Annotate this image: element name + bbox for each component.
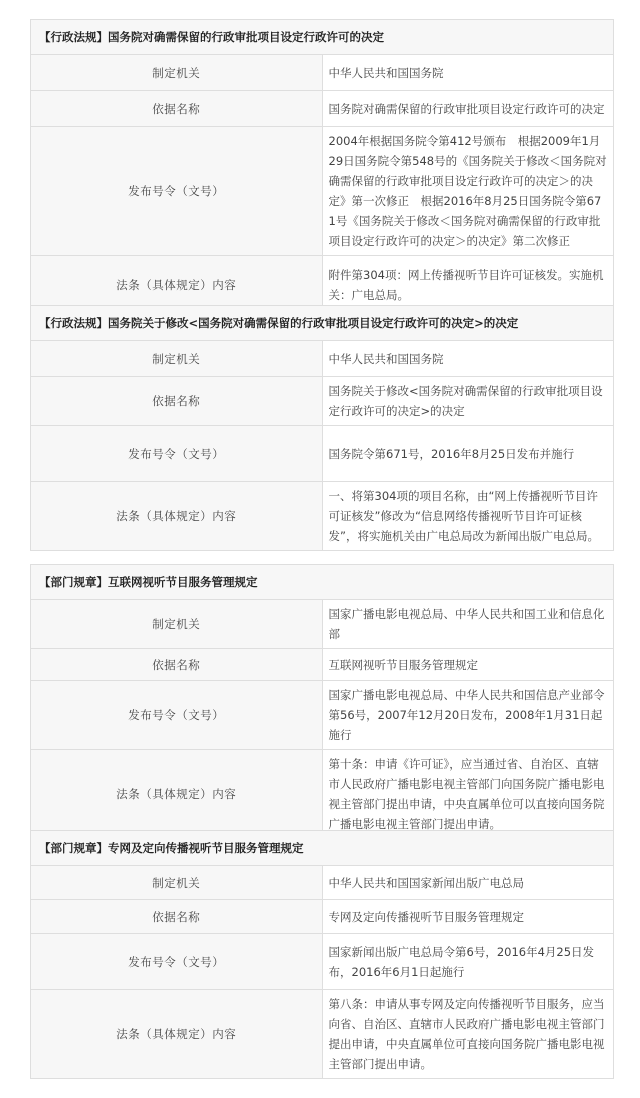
- record-title: 【部门规章】专网及定向传播视听节目服务管理规定: [31, 831, 614, 866]
- law-record-3: [30, 564, 614, 839]
- field-value: 中华人民共和国国务院: [322, 341, 614, 377]
- law-record-2: [30, 305, 614, 551]
- field-value: 中华人民共和国国家新闻出版广电总局: [322, 866, 614, 900]
- field-label: 发布号令（文号）: [31, 681, 323, 750]
- record-title-row: [31, 306, 614, 341]
- field-label: 依据名称: [31, 649, 323, 681]
- field-label: 制定机关: [31, 55, 323, 91]
- table-row: [31, 990, 614, 1079]
- table-row: [31, 649, 614, 681]
- field-label: 依据名称: [31, 900, 323, 934]
- table-row: [31, 750, 614, 839]
- field-value: 中华人民共和国国务院: [322, 55, 614, 91]
- field-label: 制定机关: [31, 600, 323, 649]
- field-value: 国务院关于修改<国务院对确需保留的行政审批项目设定行政许可的决定>的决定: [322, 377, 614, 426]
- field-label: 发布号令（文号）: [31, 934, 323, 990]
- field-value: 一、将第304项的项目名称，由“网上传播视听节目许可证核发”修改为“信息网络传播视听节目许可证核发”，将实施机关由广电总局改为新闻出版广电总局。: [322, 482, 614, 551]
- record-title-row: [31, 831, 614, 866]
- table-row: [31, 681, 614, 750]
- field-label: 发布号令（文号）: [31, 127, 323, 256]
- table-row: [31, 91, 614, 127]
- table-row: [31, 127, 614, 256]
- field-value: 国家新闻出版广电总局令第6号，2016年4月25日发布，2016年6月1日起施行: [322, 934, 614, 990]
- field-value: 互联网视听节目服务管理规定: [322, 649, 614, 681]
- record-title-row: [31, 20, 614, 55]
- field-value: 国家广播电影电视总局、中华人民共和国工业和信息化部: [322, 600, 614, 649]
- field-label: 制定机关: [31, 341, 323, 377]
- field-label: 依据名称: [31, 377, 323, 426]
- record-title-row: [31, 565, 614, 600]
- table-row: [31, 934, 614, 990]
- field-value: 第八条：申请从事专网及定向传播视听节目服务，应当向省、自治区、直辖市人民政府广播电影电视主管部门提出申请，中央直属单位可直接向国务院广播电影电视主管部门提出申请。: [322, 990, 614, 1079]
- field-value: 2004年根据国务院令第412号颁布 根据2009年1月29日国务院令第548号的《国务院关于修改＜国务院对确需保留的行政审批项目设定行政许可的决定＞的决定》第一次修正 根据2016年8月25日国务院令第671号《国务院关于修改＜国务院对确需保留的行政审批项目设定行政许可的决定＞的决定》第二次修正: [322, 127, 614, 256]
- field-label: 发布号令（文号）: [31, 426, 323, 482]
- table-row: [31, 900, 614, 934]
- table-row: [31, 426, 614, 482]
- record-title: 【行政法规】国务院关于修改<国务院对确需保留的行政审批项目设定行政许可的决定>的决定: [31, 306, 614, 341]
- field-label: 制定机关: [31, 866, 323, 900]
- table-row: [31, 600, 614, 649]
- field-value: 国家广播电影电视总局、中华人民共和国信息产业部令第56号，2007年12月20日发布，2008年1月31日起施行: [322, 681, 614, 750]
- field-value: 第十条：申请《许可证》，应当通过省、自治区、直辖市人民政府广播电影电视主管部门向国务院广播电影电视主管部门提出申请，中央直属单位可以直接向国务院广播电影电视主管部门提出申请。: [322, 750, 614, 839]
- table-row: [31, 55, 614, 91]
- record-title: 【部门规章】互联网视听节目服务管理规定: [31, 565, 614, 600]
- law-record-4: [30, 830, 614, 1079]
- field-label: 法条（具体规定）内容: [31, 482, 323, 551]
- table-row: [31, 866, 614, 900]
- field-label: 依据名称: [31, 91, 323, 127]
- field-label: 法条（具体规定）内容: [31, 750, 323, 839]
- field-value: 国务院对确需保留的行政审批项目设定行政许可的决定: [322, 91, 614, 127]
- field-value: 专网及定向传播视听节目服务管理规定: [322, 900, 614, 934]
- table-row: [31, 341, 614, 377]
- table-row: [31, 482, 614, 551]
- field-label: 法条（具体规定）内容: [31, 256, 323, 314]
- table-row: [31, 377, 614, 426]
- record-title: 【行政法规】国务院对确需保留的行政审批项目设定行政许可的决定: [31, 20, 614, 55]
- law-record-1: [30, 19, 614, 314]
- field-label: 法条（具体规定）内容: [31, 990, 323, 1079]
- field-value: 国务院令第671号，2016年8月25日发布并施行: [322, 426, 614, 482]
- field-value: 附件第304项：网上传播视听节目许可证核发。实施机关：广电总局。: [322, 256, 614, 314]
